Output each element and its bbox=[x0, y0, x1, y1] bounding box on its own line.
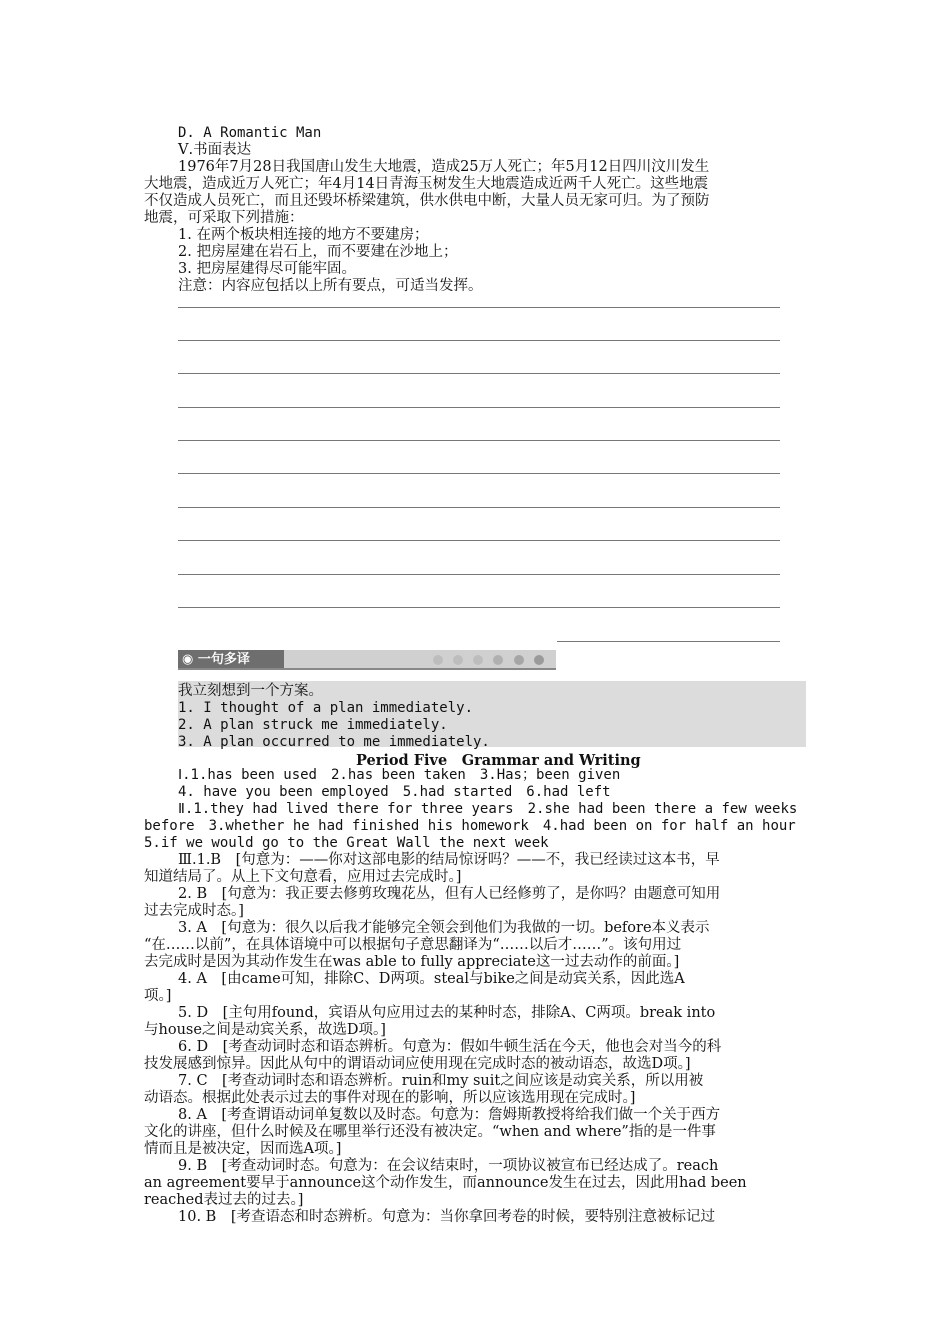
banner-label: ◉ 一句多译 bbox=[178, 650, 284, 670]
translation-item: 3. A plan occurred to me immediately. bbox=[178, 734, 490, 750]
answer-line-short bbox=[557, 641, 780, 642]
answer-line bbox=[178, 340, 780, 341]
decor-dot-icon bbox=[433, 655, 443, 665]
answer-explanation: 情而且是被决定，因而选A项。] bbox=[144, 1141, 342, 1157]
answer-explanation: 与house之间是动宾关系，故选D项。] bbox=[144, 1022, 386, 1038]
answer-line bbox=[178, 540, 780, 541]
answer-line bbox=[178, 440, 780, 441]
answer-line-text: Ⅰ.1.has been used 2.has been taken 3.Has；been given bbox=[178, 767, 621, 783]
answer-explanation: 8. A [考查谓语动词单复数以及时态。句意为：詹姆斯教授将给我们做一个关于西方 bbox=[178, 1107, 721, 1123]
measure-item: 3. 把房屋建得尽可能牢固。 bbox=[178, 261, 356, 277]
answer-explanation: 文化的讲座，但什么时候及在哪里举行还没有被决定。“when and where”指的是一件事 bbox=[144, 1124, 716, 1140]
answer-line bbox=[178, 574, 780, 575]
answer-line bbox=[178, 507, 780, 508]
writing-para-line: 不仅造成人员死亡，而且还毁坏桥梁建筑，供水供电中断，大量人员无家可归。为了预防 bbox=[144, 193, 710, 209]
answer-explanation: 9. B [考查动词时态。句意为：在会议结束时，一项协议被宣布已经达成了。reach bbox=[178, 1158, 719, 1174]
decor-dot-icon bbox=[453, 655, 463, 665]
answer-line-text: Ⅱ.1.they had lived there for three years 2.she had been there a few weeks bbox=[178, 801, 798, 817]
banner-underline bbox=[178, 668, 556, 670]
answer-explanation: 动语态。根据此处表示过去的事件对现在的影响，所以应该选用现在完成时。] bbox=[144, 1090, 636, 1106]
answer-line bbox=[178, 307, 780, 308]
answer-explanation: 6. D [考查动词时态和语态辨析。句意为：假如牛顿生活在今天，他也会对当今的科 bbox=[178, 1039, 722, 1055]
writing-para-line: 大地震，造成近万人死亡；年4月14日青海玉树发生大地震造成近两千人死亡。这些地震 bbox=[144, 176, 709, 192]
answer-explanation: 3. A [句意为：很久以后我才能够完全领会到他们为我做的一切。before本义表示 bbox=[178, 920, 710, 936]
translation-prompt: 我立刻想到一个方案。 bbox=[178, 683, 323, 699]
answer-explanation: 知道结局了。从上下文句意看，应用过去完成时。] bbox=[144, 869, 462, 885]
answer-line bbox=[178, 373, 780, 374]
answer-line-text: before 3.whether he had finished his homework 4.had been on for half an hour bbox=[144, 818, 796, 834]
answer-explanation: Ⅲ.1.B [句意为：——你对这部电影的结局惊讶吗？——不，我已经读过这本书，早 bbox=[178, 852, 720, 868]
writing-para-line: 1976年7月28日我国唐山发生大地震，造成25万人死亡；年5月12日四川汶川发生 bbox=[178, 159, 710, 175]
answer-explanation: reached表过去的过去。] bbox=[144, 1192, 304, 1208]
writing-para-line: 地震，可采取下列措施： bbox=[144, 210, 304, 226]
answer-explanation: 5. D [主句用found，宾语从句应用过去的某种时态，排除A、C两项。break into bbox=[178, 1005, 716, 1021]
answer-explanation: 过去完成时态。] bbox=[144, 903, 244, 919]
translation-item: 1. I thought of a plan immediately. bbox=[178, 700, 474, 716]
measure-item: 2. 把房屋建在岩石上，而不要建在沙地上； bbox=[178, 244, 458, 260]
answer-explanation: 10. B [考查语态和时态辨析。句意为：当你拿回考卷的时候，要特别注意被标记过 bbox=[178, 1209, 715, 1225]
decor-dot-icon bbox=[514, 655, 524, 665]
decor-dot-icon bbox=[473, 655, 483, 665]
answer-line bbox=[178, 407, 780, 408]
period-title: Period Five Grammar and Writing bbox=[356, 752, 641, 769]
section-banner bbox=[178, 650, 556, 670]
translation-item: 2. A plan struck me immediately. bbox=[178, 717, 448, 733]
decor-dot-icon bbox=[534, 655, 544, 665]
measure-item: 1. 在两个板块相连接的地方不要建房； bbox=[178, 227, 429, 243]
answer-explanation: 7. C [考查动词时态和语态辨析。ruin和my suit之间应该是动宾关系，所以用被 bbox=[178, 1073, 704, 1089]
answer-explanation: 去完成时是因为其动作发生在was able to fully appreciate这一过去动作的前面。] bbox=[144, 954, 680, 970]
answer-explanation: 4. A [由came可知，排除C、D两项。steal与bike之间是动宾关系，因此选A bbox=[178, 971, 685, 987]
section-title: Ⅴ.书面表达 bbox=[178, 142, 252, 158]
answer-explanation: 项。] bbox=[144, 988, 172, 1004]
writing-note: 注意：内容应包括以上所有要点，可适当发挥。 bbox=[178, 278, 483, 294]
answer-line-text: 5.if we would go to the Great Wall the next week bbox=[144, 835, 549, 851]
decor-dot-icon bbox=[493, 655, 503, 665]
answer-line bbox=[178, 473, 780, 474]
answer-line bbox=[178, 607, 780, 608]
option-d: D. A Romantic Man bbox=[178, 125, 322, 141]
answer-explanation: “在……以前”，在具体语境中可以根据句子意思翻译为“……以后才……”。该句用过 bbox=[144, 937, 682, 953]
answer-explanation: 技发展感到惊异。因此从句中的谓语动词应使用现在完成时态的被动语态，故选D项。] bbox=[144, 1056, 691, 1072]
answer-explanation: an agreement要早于announce这个动作发生，而announce发生在过去，因此用had been bbox=[144, 1175, 747, 1191]
answer-explanation: 2. B [句意为：我正要去修剪玫瑰花丛，但有人已经修剪了，是你吗？由题意可知用 bbox=[178, 886, 721, 902]
answer-line-text: 4. have you been employed 5.had started 6.had left bbox=[178, 784, 611, 800]
